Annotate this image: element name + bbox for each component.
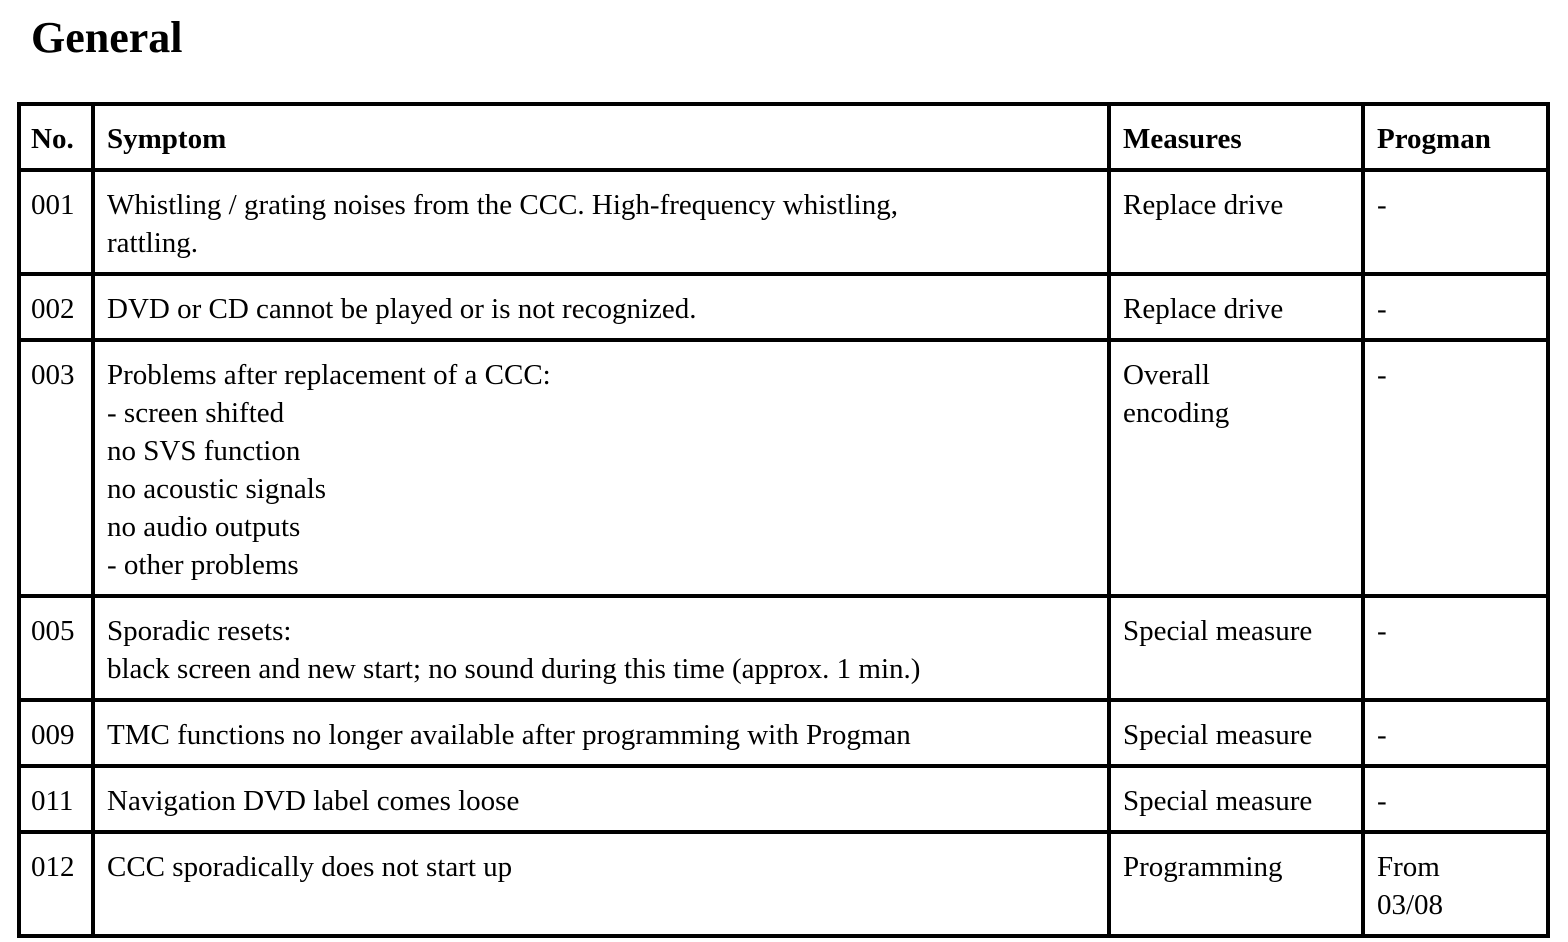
progman-cell bbox=[1363, 340, 1548, 596]
measures-cell bbox=[1109, 274, 1363, 340]
symptom-line: - screen shifted bbox=[107, 397, 285, 429]
measures-cell bbox=[1109, 766, 1363, 832]
symptom-cell bbox=[93, 832, 1109, 936]
symptom-cell bbox=[93, 700, 1109, 766]
row-number: 002 bbox=[19, 274, 93, 340]
row-number: 011 bbox=[19, 766, 93, 832]
progman-cell bbox=[1363, 274, 1548, 340]
measures-line: Special measure bbox=[1123, 615, 1313, 647]
symptom-line: Navigation DVD label comes loose bbox=[107, 785, 520, 817]
symptom-line: no audio outputs bbox=[107, 511, 301, 543]
symptom-cell bbox=[93, 766, 1109, 832]
symptom-line: black screen and new start; no sound during this time (approx. 1 min.) bbox=[107, 653, 921, 685]
measures-line: Special measure bbox=[1123, 785, 1313, 817]
table-row bbox=[19, 832, 1548, 936]
symptom-line: Sporadic resets: bbox=[107, 615, 292, 647]
table-row bbox=[19, 274, 1548, 340]
measures-line: Replace drive bbox=[1123, 293, 1284, 325]
progman-line: - bbox=[1377, 293, 1387, 325]
progman-line: - bbox=[1377, 359, 1387, 391]
progman-line: - bbox=[1377, 719, 1387, 751]
progman-line: 03/08 bbox=[1377, 889, 1444, 921]
symptom-line: rattling. bbox=[107, 227, 199, 259]
table-row bbox=[19, 596, 1548, 700]
page-title: General bbox=[31, 13, 183, 62]
progman-line: - bbox=[1377, 615, 1387, 647]
symptom-line: CCC sporadically does not start up bbox=[107, 851, 513, 883]
measures-line: encoding bbox=[1123, 397, 1230, 429]
symptom-line: TMC functions no longer available after programming with Progman bbox=[107, 719, 911, 751]
symptom-cell bbox=[93, 596, 1109, 700]
table-row bbox=[19, 766, 1548, 832]
row-number: 009 bbox=[19, 700, 93, 766]
symptom-table bbox=[17, 102, 1550, 938]
measures-line: Replace drive bbox=[1123, 189, 1284, 221]
progman-line: - bbox=[1377, 189, 1387, 221]
table-header-row bbox=[19, 104, 1548, 170]
header-measures: Measures bbox=[1109, 104, 1363, 170]
measures-cell bbox=[1109, 832, 1363, 936]
table-row bbox=[19, 340, 1548, 596]
progman-line: - bbox=[1377, 785, 1387, 817]
symptom-line: no acoustic signals bbox=[107, 473, 327, 505]
symptom-cell bbox=[93, 340, 1109, 596]
progman-line: From bbox=[1377, 851, 1440, 883]
symptom-line: no SVS function bbox=[107, 435, 301, 467]
symptom-cell bbox=[93, 170, 1109, 274]
row-number: 012 bbox=[19, 832, 93, 936]
symptom-line: DVD or CD cannot be played or is not recognized. bbox=[107, 293, 697, 325]
table-row bbox=[19, 700, 1548, 766]
symptom-line: - other problems bbox=[107, 549, 299, 581]
measures-line: Special measure bbox=[1123, 719, 1313, 751]
row-number: 003 bbox=[19, 340, 93, 596]
header-progman: Progman bbox=[1363, 104, 1548, 170]
progman-cell bbox=[1363, 700, 1548, 766]
row-number: 005 bbox=[19, 596, 93, 700]
table-row bbox=[19, 170, 1548, 274]
symptom-cell bbox=[93, 274, 1109, 340]
measures-cell bbox=[1109, 596, 1363, 700]
progman-cell bbox=[1363, 832, 1548, 936]
progman-cell bbox=[1363, 170, 1548, 274]
measures-cell bbox=[1109, 170, 1363, 274]
symptom-line: Problems after replacement of a CCC: bbox=[107, 359, 551, 391]
measures-line: Programming bbox=[1123, 851, 1283, 883]
measures-line: Overall bbox=[1123, 359, 1210, 391]
header-symptom: Symptom bbox=[93, 104, 1109, 170]
measures-cell bbox=[1109, 340, 1363, 596]
table-body bbox=[19, 170, 1548, 936]
header-no: No. bbox=[19, 104, 93, 170]
row-number: 001 bbox=[19, 170, 93, 274]
progman-cell bbox=[1363, 596, 1548, 700]
progman-cell bbox=[1363, 766, 1548, 832]
measures-cell bbox=[1109, 700, 1363, 766]
symptom-line: Whistling / grating noises from the CCC. High-frequency whistling, bbox=[107, 189, 898, 221]
